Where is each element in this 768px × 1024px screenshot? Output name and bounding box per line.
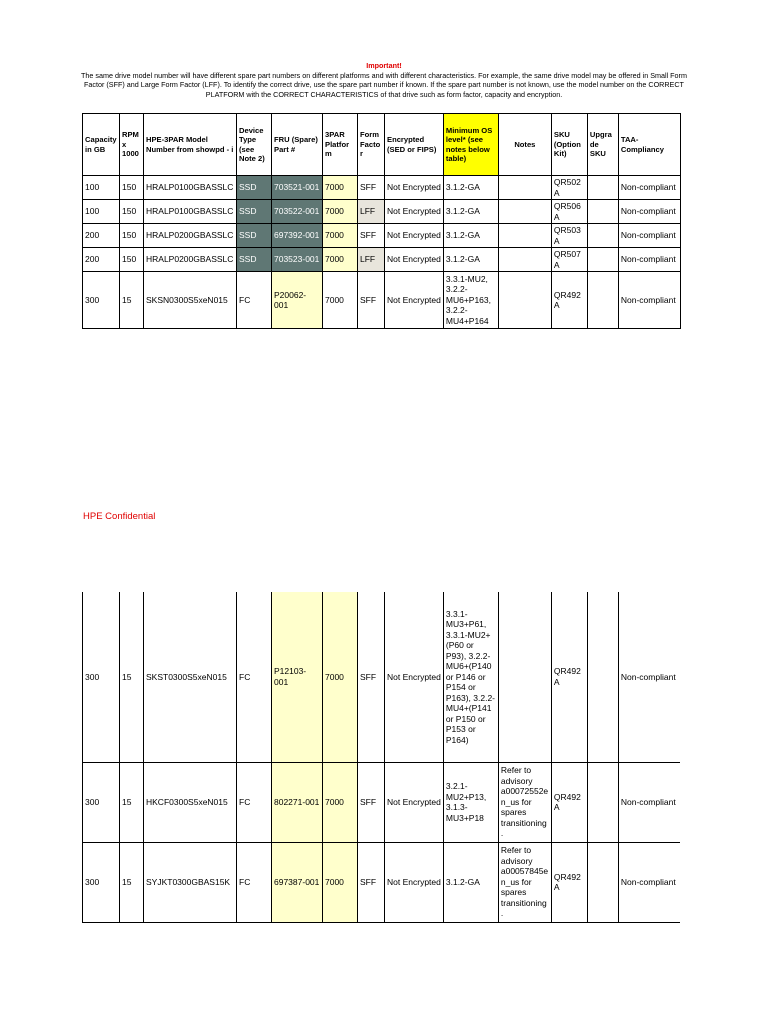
- cell-notes: Refer to advisory a00072552en_us for spares transitioning.: [498, 762, 551, 842]
- cell-rpm: 150: [120, 176, 144, 200]
- table-row: [83, 248, 681, 272]
- cell-min-os: 3.1.2-GA: [443, 842, 498, 922]
- cell-encrypted: Not Encrypted: [385, 200, 444, 224]
- cell-fru: 703523-001: [272, 248, 323, 272]
- cell-rpm: 15: [120, 762, 144, 842]
- cell-device-type: SSD: [237, 224, 272, 248]
- cell-notes: [498, 272, 551, 329]
- header-capacity: Capacity in GB: [83, 114, 120, 176]
- cell-taa: Non-compliant: [618, 592, 680, 762]
- cell-sku: QR507 A: [551, 248, 587, 272]
- cell-platform: 7000: [323, 762, 358, 842]
- cell-form-factor: SFF: [358, 592, 385, 762]
- cell-model: SYJKT0300GBAS15K: [144, 842, 237, 922]
- cell-platform: 7000: [323, 200, 358, 224]
- cell-min-os: 3.3.1-MU3+P61, 3.3.1-MU2+(P60 or P93), 3.2.2-MU6+(P140 or P146 or P154 or P163), 3.2.2-MU4+(P141 or P150 or P153 or P164): [443, 592, 498, 762]
- cell-device-type: SSD: [237, 176, 272, 200]
- cell-capacity: 100: [83, 200, 120, 224]
- header-platform: 3PAR Platform: [323, 114, 358, 176]
- cell-encrypted: Not Encrypted: [385, 842, 444, 922]
- cell-form-factor: SFF: [358, 224, 385, 248]
- cell-form-factor: SFF: [358, 272, 385, 329]
- cell-upgrade-sku: [587, 248, 618, 272]
- cell-device-type: SSD: [237, 248, 272, 272]
- cell-rpm: 150: [120, 200, 144, 224]
- cell-sku: QR492 A: [551, 842, 587, 922]
- table-row: [83, 224, 681, 248]
- drive-table-bottom: [82, 592, 680, 923]
- cell-rpm: 150: [120, 248, 144, 272]
- cell-encrypted: Not Encrypted: [385, 224, 444, 248]
- cell-model: HKCF0300S5xeN015: [144, 762, 237, 842]
- cell-encrypted: Not Encrypted: [385, 248, 444, 272]
- cell-taa: Non-compliant: [618, 224, 680, 248]
- cell-upgrade-sku: [587, 176, 618, 200]
- cell-min-os: 3.1.2-GA: [443, 248, 498, 272]
- cell-min-os: 3.1.2-GA: [443, 224, 498, 248]
- cell-form-factor: LFF: [358, 200, 385, 224]
- cell-form-factor: LFF: [358, 248, 385, 272]
- cell-platform: 7000: [323, 592, 358, 762]
- cell-fru: 802271-001: [272, 762, 323, 842]
- important-notice: [72, 61, 696, 99]
- header-encrypted: Encrypted (SED or FIPS): [385, 114, 444, 176]
- cell-sku: QR506 A: [551, 200, 587, 224]
- cell-rpm: 15: [120, 842, 144, 922]
- cell-encrypted: Not Encrypted: [385, 272, 444, 329]
- table-row: [83, 842, 681, 922]
- cell-notes: [498, 200, 551, 224]
- table-header-row: [83, 114, 681, 176]
- cell-device-type: FC: [237, 842, 272, 922]
- cell-capacity: 300: [83, 762, 120, 842]
- cell-upgrade-sku: [587, 272, 618, 329]
- cell-platform: 7000: [323, 176, 358, 200]
- table-row: [83, 762, 681, 842]
- cell-sku: QR503 A: [551, 224, 587, 248]
- cell-upgrade-sku: [587, 224, 618, 248]
- cell-min-os: 3.3.1-MU2, 3.2.2-MU6+P163, 3.2.2-MU4+P164: [443, 272, 498, 329]
- cell-sku: QR502 A: [551, 176, 587, 200]
- cell-fru: 697387-001: [272, 842, 323, 922]
- header-device-type: Device Type (see Note 2): [237, 114, 272, 176]
- header-fru: FRU (Spare) Part #: [272, 114, 323, 176]
- cell-model: HRALP0100GBASSLC: [144, 176, 237, 200]
- cell-sku: QR492 A: [551, 592, 587, 762]
- cell-capacity: 300: [83, 842, 120, 922]
- cell-encrypted: Not Encrypted: [385, 592, 444, 762]
- table-row: [83, 176, 681, 200]
- cell-capacity: 100: [83, 176, 120, 200]
- cell-device-type: FC: [237, 272, 272, 329]
- header-sku: SKU (Option Kit): [551, 114, 587, 176]
- cell-sku: QR492A: [551, 272, 587, 329]
- table-row: [83, 592, 681, 762]
- cell-fru: P20062-001: [272, 272, 323, 329]
- cell-taa: Non-compliant: [618, 176, 680, 200]
- cell-encrypted: Not Encrypted: [385, 762, 444, 842]
- cell-upgrade-sku: [587, 762, 618, 842]
- table-row: [83, 272, 681, 329]
- header-rpm: RPM x 1000: [120, 114, 144, 176]
- cell-min-os: 3.1.2-GA: [443, 176, 498, 200]
- confidential-label: HPE Confidential: [83, 511, 156, 522]
- important-text: The same drive model number will have different spare part numbers on different platforms and with different characteristics. For example, the same drive model may be offered in Small Form Factor (SFF) and Large Form Factor (LFF). To identify the correct drive, use the spare part number if known. If the spare part number is not known, use the model number on the CORRECT PLATFORM with the CORRECT CHARACTERISTICS of that drive such as form factor, capacity and encryption.: [81, 70, 687, 99]
- cell-taa: Non-compliant: [618, 762, 680, 842]
- cell-model: SKSN0300S5xeN015: [144, 272, 237, 329]
- cell-form-factor: SFF: [358, 762, 385, 842]
- header-min-os: Minimum OS level* (see notes below table): [443, 114, 498, 176]
- cell-rpm: 15: [120, 592, 144, 762]
- cell-capacity: 200: [83, 224, 120, 248]
- cell-model: HRALP0100GBASSLC: [144, 200, 237, 224]
- important-heading: Important!: [366, 61, 402, 70]
- cell-rpm: 150: [120, 224, 144, 248]
- cell-taa: Non-compliant: [618, 842, 680, 922]
- drive-table-top: [82, 113, 681, 329]
- cell-notes: [498, 176, 551, 200]
- cell-min-os: 3.2.1-MU2+P13, 3.1.3-MU3+P18: [443, 762, 498, 842]
- cell-rpm: 15: [120, 272, 144, 329]
- header-upgrade-sku: Upgrade SKU: [587, 114, 618, 176]
- cell-device-type: SSD: [237, 200, 272, 224]
- cell-upgrade-sku: [587, 592, 618, 762]
- cell-platform: 7000: [323, 842, 358, 922]
- cell-notes: [498, 224, 551, 248]
- cell-upgrade-sku: [587, 200, 618, 224]
- cell-capacity: 300: [83, 272, 120, 329]
- cell-capacity: 200: [83, 248, 120, 272]
- cell-notes: [498, 248, 551, 272]
- cell-fru: 703522-001: [272, 200, 323, 224]
- cell-capacity: 300: [83, 592, 120, 762]
- cell-upgrade-sku: [587, 842, 618, 922]
- cell-fru: 697392-001: [272, 224, 323, 248]
- cell-sku: QR492 A: [551, 762, 587, 842]
- cell-form-factor: SFF: [358, 842, 385, 922]
- cell-model: HRALP0200GBASSLC: [144, 248, 237, 272]
- table-row: [83, 200, 681, 224]
- cell-taa: Non-compliant: [618, 200, 680, 224]
- cell-model: HRALP0200GBASSLC: [144, 224, 237, 248]
- cell-encrypted: Not Encrypted: [385, 176, 444, 200]
- header-notes: Notes: [498, 114, 551, 176]
- cell-device-type: FC: [237, 762, 272, 842]
- cell-device-type: FC: [237, 592, 272, 762]
- cell-model: SKST0300S5xeN015: [144, 592, 237, 762]
- cell-min-os: 3.1.2-GA: [443, 200, 498, 224]
- header-taa: TAA-Compliancy: [618, 114, 680, 176]
- cell-form-factor: SFF: [358, 176, 385, 200]
- cell-platform: 7000: [323, 272, 358, 329]
- cell-platform: 7000: [323, 224, 358, 248]
- cell-platform: 7000: [323, 248, 358, 272]
- cell-taa: Non-compliant: [618, 248, 680, 272]
- cell-notes: Refer to advisory a00057845en_us for spares transitioning.: [498, 842, 551, 922]
- header-model: HPE-3PAR Model Number from showpd - i: [144, 114, 237, 176]
- header-form-factor: Form Factor: [358, 114, 385, 176]
- cell-fru: P12103-001: [272, 592, 323, 762]
- cell-taa: Non-compliant: [618, 272, 680, 329]
- cell-fru: 703521-001: [272, 176, 323, 200]
- cell-notes: [498, 592, 551, 762]
